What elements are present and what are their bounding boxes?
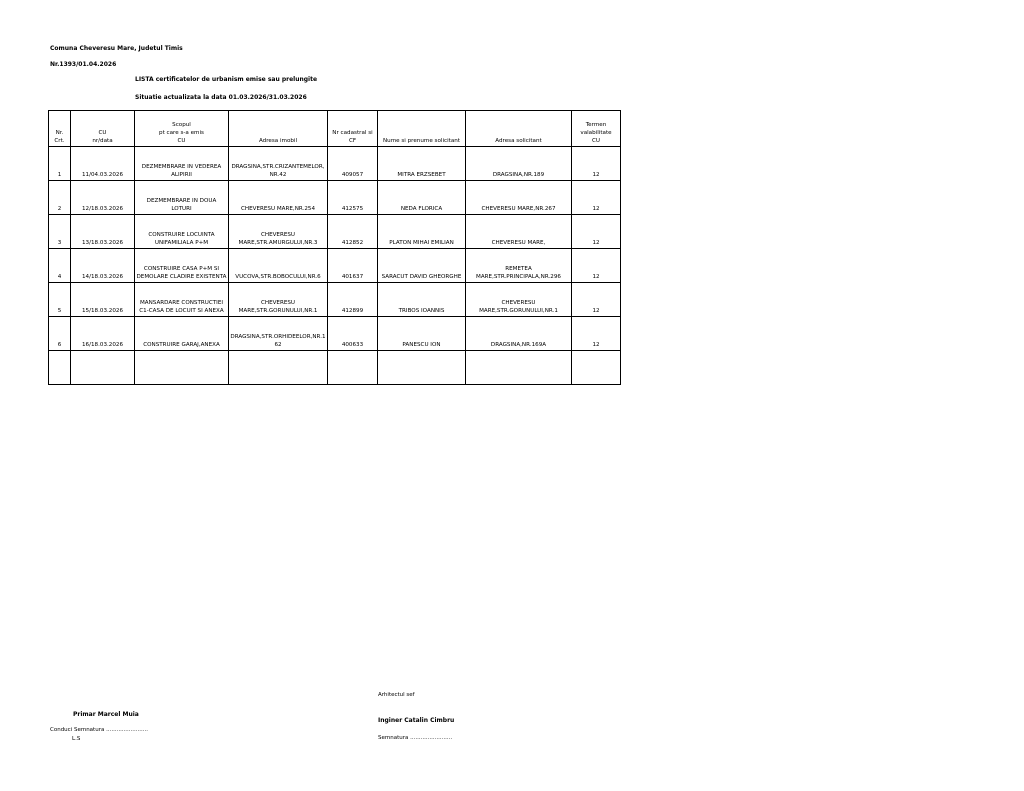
cell-scop: DEZMEMBRARE IN VEDEREA ALIPIRII: [135, 147, 229, 181]
col-header-adresa-solicitant: Adresa solicitant: [466, 111, 572, 147]
cell-solicitant: PANESCU ION: [378, 317, 466, 351]
cell-solicitant: PLATON MIHAI EMILIAN: [378, 215, 466, 249]
architect-title: Arhitectul sef: [378, 692, 415, 698]
table-header-row: [49, 111, 621, 147]
cell-cu: 11/04.03.2026: [71, 147, 135, 181]
cell-solicitant: MITRA ERZSEBET: [378, 147, 466, 181]
cell-cadastral: 412899: [328, 283, 378, 317]
urbanism-certificates-table: [48, 110, 621, 385]
cell-termen: 12: [572, 147, 621, 181]
cell-cu: 16/18.03.2026: [71, 317, 135, 351]
col-header-solicitant: Nume si prenume solicitant: [378, 111, 466, 147]
col-header-scop: Scopul pt care s-a emis CU: [135, 111, 229, 147]
cell-solicitant: SARACUT DAVID GHEORGHE: [378, 249, 466, 283]
cell-cadastral: 412575: [328, 181, 378, 215]
cell-solicitant: NEDA FLORICA: [378, 181, 466, 215]
cell-scop: CONSTRUIRE LOCUINTA UNIFAMILIALA P+M: [135, 215, 229, 249]
document-number: Nr.1393/01.04.2026: [50, 61, 117, 68]
table-row-empty: [49, 351, 621, 385]
cell-solicitant: TRIBOS IOANNIS: [378, 283, 466, 317]
cell-nr: 3: [49, 215, 71, 249]
cell-adresa-imobil: CHEVERESU MARE,STR.AMURGULUI,NR.3: [229, 215, 328, 249]
cell-adresa-solicitant: REMETEA MARE,STR.PRINCIPALA,NR.296: [466, 249, 572, 283]
cell-cadastral: 409057: [328, 147, 378, 181]
architect-signature: Semnatura ........................: [378, 735, 453, 741]
mayor-title: Primar Marcel Muia: [73, 711, 139, 718]
table-row: [49, 249, 621, 283]
cell-adresa-imobil: CHEVERESU MARE,STR.GORUNULUI,NR.1: [229, 283, 328, 317]
cell-termen: 12: [572, 215, 621, 249]
cell-nr: 2: [49, 181, 71, 215]
cell-adresa-imobil: CHEVERESU MARE,NR.254: [229, 181, 328, 215]
cell-nr: 5: [49, 283, 71, 317]
cell-cadastral: 401637: [328, 249, 378, 283]
cell-termen: 12: [572, 283, 621, 317]
cell-cu: 15/18.03.2026: [71, 283, 135, 317]
mayor-signature: Conduci Semnatura ........................: [50, 727, 149, 733]
col-header-cadastral: Nr cadastral si CF: [328, 111, 378, 147]
architect-name: Inginer Catalin Cimbru: [378, 717, 455, 724]
commune-heading: Comuna Cheveresu Mare, Judetul Timis: [50, 45, 183, 52]
cell-nr: 4: [49, 249, 71, 283]
cell-scop: CONSTRUIRE GARAJ,ANEXA: [135, 317, 229, 351]
table-row: [49, 317, 621, 351]
cell-nr: 1: [49, 147, 71, 181]
cell-cadastral: 400633: [328, 317, 378, 351]
cell-cu: 12/18.03.2026: [71, 181, 135, 215]
situation-date: Situatie actualizata la data 01.03.2026/31.03.2026: [135, 94, 307, 101]
col-header-adresa-imobil: Adresa imobil: [229, 111, 328, 147]
cell-termen: 12: [572, 317, 621, 351]
cell-termen: 12: [572, 249, 621, 283]
cell-adresa-imobil: DRAGSINA,STR.CRIZANTEMELOR,NR.42: [229, 147, 328, 181]
cell-adresa-imobil: VUCOVA,STR.BOBOCULUI,NR.6: [229, 249, 328, 283]
cell-adresa-solicitant: DRAGSINA,NR.189: [466, 147, 572, 181]
table-row: [49, 147, 621, 181]
cell-adresa-solicitant: CHEVERESU MARE,STR.GORUNULUI,NR.1: [466, 283, 572, 317]
col-header-termen: Termen valabilitate CU: [572, 111, 621, 147]
cell-scop: MANSARDARE CONSTRUCTIEI C1-CASA DE LOCUIT SI ANEXA: [135, 283, 229, 317]
ls-mark: L.S: [72, 736, 81, 742]
cell-cu: 13/18.03.2026: [71, 215, 135, 249]
cell-adresa-solicitant: CHEVERESU MARE,NR.267: [466, 181, 572, 215]
cell-nr: 6: [49, 317, 71, 351]
col-header-cu: CU nr/data: [71, 111, 135, 147]
col-header-nr: Nr. Crt.: [49, 111, 71, 147]
cell-scop: DEZMEMBRARE IN DOUA LOTURI: [135, 181, 229, 215]
table-row: [49, 181, 621, 215]
list-title: LISTA certificatelor de urbanism emise sau prelungite: [135, 76, 318, 83]
table-row: [49, 215, 621, 249]
table-row: [49, 283, 621, 317]
cell-cadastral: 412852: [328, 215, 378, 249]
cell-adresa-solicitant: CHEVERESU MARE,: [466, 215, 572, 249]
cell-scop: CONSTRUIRE CASA P+M SI DEMOLARE CLADIRE EXISTENTA: [135, 249, 229, 283]
cell-termen: 12: [572, 181, 621, 215]
cell-adresa-solicitant: DRAGSINA,NR.169A: [466, 317, 572, 351]
cell-cu: 14/18.03.2026: [71, 249, 135, 283]
cell-adresa-imobil: DRAGSINA,STR.ORHIDEELOR,NR.162: [229, 317, 328, 351]
